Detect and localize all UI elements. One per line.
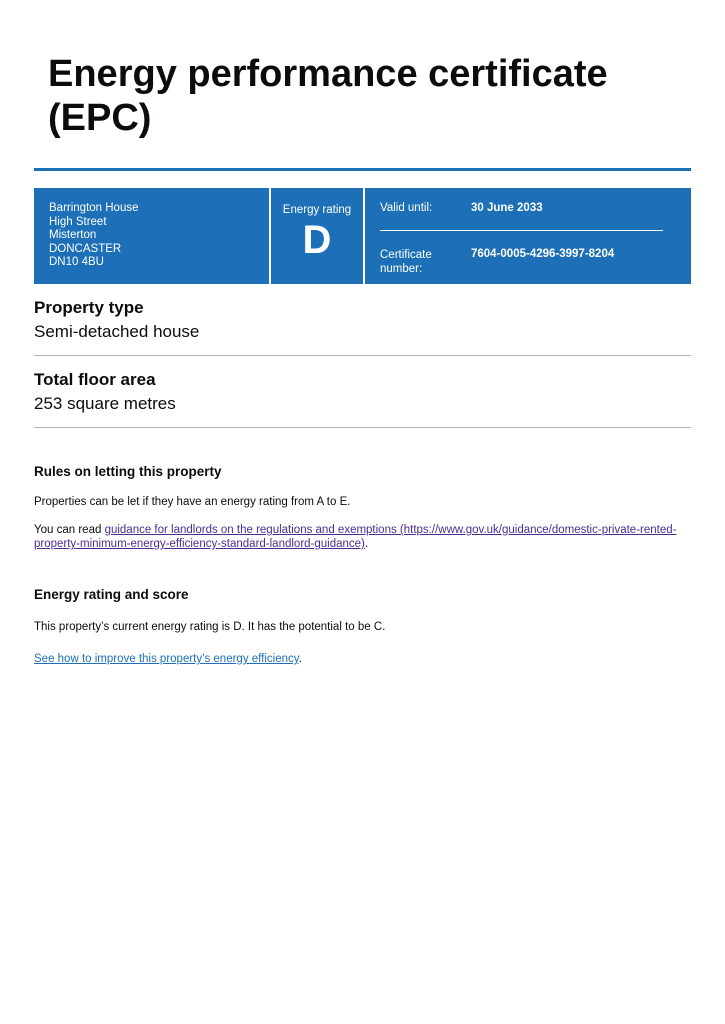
certificate-label-line-1: Certificate [380,249,432,261]
valid-until-label: Valid until: [380,202,433,214]
title-divider [34,168,691,171]
certificate-number-value: 7604-0005-4296-3997-8204 [471,248,615,260]
title-line-1: Energy performance certificate [48,53,608,95]
improve-efficiency-link[interactable]: See how to improve this property’s energy efficiency [34,653,299,665]
address-line-4: DONCASTER [49,242,122,255]
certificate-label-line-2: number: [380,263,423,275]
section-divider [34,427,691,428]
certificate-number-label [380,248,432,276]
summary-panel [34,188,691,284]
energy-score-heading: Energy rating and score [34,587,189,602]
address-line-3: Misterton [49,229,97,242]
title-line-2: (EPC) [48,97,152,139]
guidance-suffix: . [364,538,369,550]
letting-rules-heading: Rules on letting this property [34,464,222,479]
guidance-link-line-2: property-minimum-energy-efficiency-standard-landlord-guidance) [34,538,365,550]
address-postcode: DN10 4BU [49,256,104,269]
address-line-2: High Street [49,215,107,228]
energy-rating-letter: D [302,218,332,262]
address-line-1: Barrington House [49,202,139,214]
guidance-prefix: You can read [34,524,105,536]
landlord-guidance-paragraph [34,523,684,551]
floor-area-value: 253 square metres [34,394,176,413]
improve-paragraph [34,652,684,666]
property-type-value: Semi-detached house [34,322,200,341]
property-type-heading: Property type [34,298,144,317]
guidance-link-line-1: guidance for landlords on the regulations and exemptions (https://www.gov.uk/guidance/domestic-private-rented- [104,524,677,536]
valid-until-value: 30 June 2033 [471,202,543,214]
energy-score-text: This property’s current energy rating is D. It has the potential to be C. [34,621,386,633]
energy-rating-block [271,188,363,284]
improve-suffix: . [298,653,302,665]
letting-rules-text: Properties can be let if they have an energy rating from A to E. [34,496,351,508]
energy-rating-label: Energy rating [282,204,352,216]
certificate-details [365,188,691,284]
floor-area-heading: Total floor area [34,370,156,389]
page-title [48,52,688,140]
address-block [34,188,269,284]
landlord-guidance-link[interactable] [34,524,676,550]
section-divider [34,355,691,356]
details-divider [380,230,663,231]
